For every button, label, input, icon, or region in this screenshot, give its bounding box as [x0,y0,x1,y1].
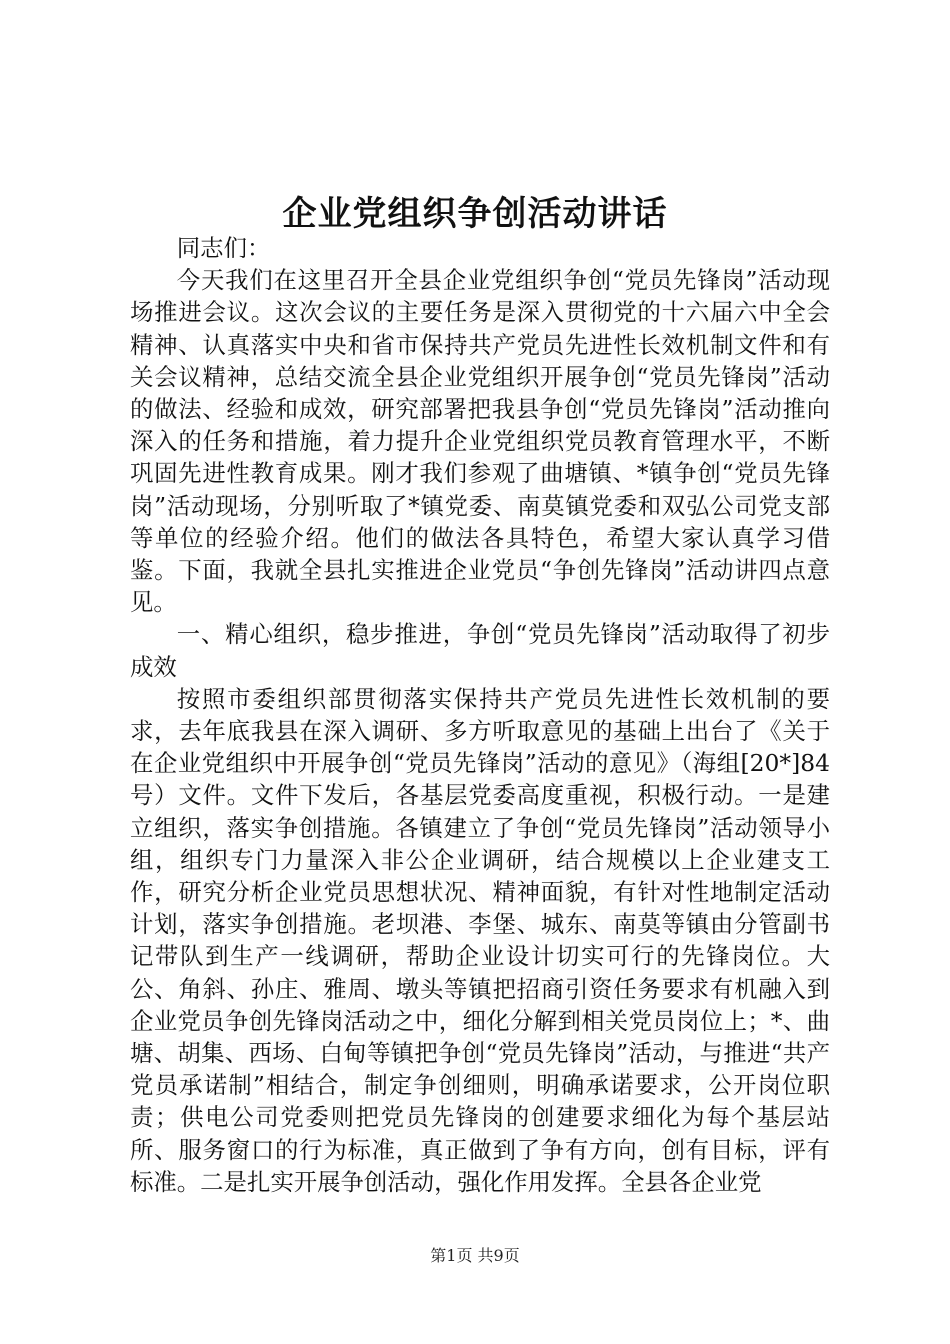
page-number: 第1页 共9页 [430,1246,520,1265]
salutation: 同志们： [176,234,271,262]
paragraph-intro: 今天我们在这里召开全县企业党组织争创“党员先锋岗”活动现场推进会议。这次会议的主要任务是深入贯彻党的十六届六中全会精神、认真落实中央和省市保持共产党员先进性长效机制文件和有关会议精神，总结交流全县企业党组织开展争创“党员先锋岗”活动的做法、经验和成效，研究部署把我县争创“党员先锋岗”活动推向深入的任务和措施，着力提升企业党组织党员教育管理水平，不断巩固先进性教育成果。刚才我们参观了曲塘镇、*镇争创“党员先锋岗”活动现场，分别听取了*镇党委、南莫镇党委和双弘公司党支部等单位的经验介绍。他们的做法各具特色，希望大家认真学习借鉴。下面，我就全县扎实推进企业党员“争创先锋岗”活动讲四点意见。 [130,266,830,617]
section-heading-1: 一、精心组织，稳步推进，争创“党员先锋岗”活动取得了初步成效 [130,620,830,681]
document-title: 企业党组织争创活动讲话 [282,194,668,234]
document-body [130,232,830,1198]
paragraph-section-1: 按照市委组织部贯彻落实保持共产党员先进性长效机制的要求，去年底我县在深入调研、多方听取意见的基础上出台了《关于在企业党组织中开展争创“党员先锋岗”活动的意见》（海组[20*]84号）文件。文件下发后，各基层党委高度重视，积极行动。一是建立组织，落实争创措施。各镇建立了争创“党员先锋岗”活动领导小组，组织专门力量深入非公企业调研，结合规模以上企业建支工作，研究分析企业党员思想状况、精神面貌，有针对性地制定活动计划，落实争创措施。老坝港、李堡、城东、南莫等镇由分管副书记带队到生产一线调研，帮助企业设计切实可行的先锋岗位。大公、角斜、孙庄、雅周、墩头等镇把招商引资任务要求有机融入到企业党员争创先锋岗活动之中，细化分解到相关党员岗位上；*、曲塘、胡集、西场、白甸等镇把争创“党员先锋岗”活动，与推进“共产党员承诺制”相结合，制定争创细则，明确承诺要求，公开岗位职责；供电公司党委则把党员先锋岗的创建要求细化为每个基层站所、服务窗口的行为标准，真正做到了争有方向，创有目标，评有标准。二是扎实开展争创活动，强化作用发挥。全县各企业党 [130,684,830,1196]
